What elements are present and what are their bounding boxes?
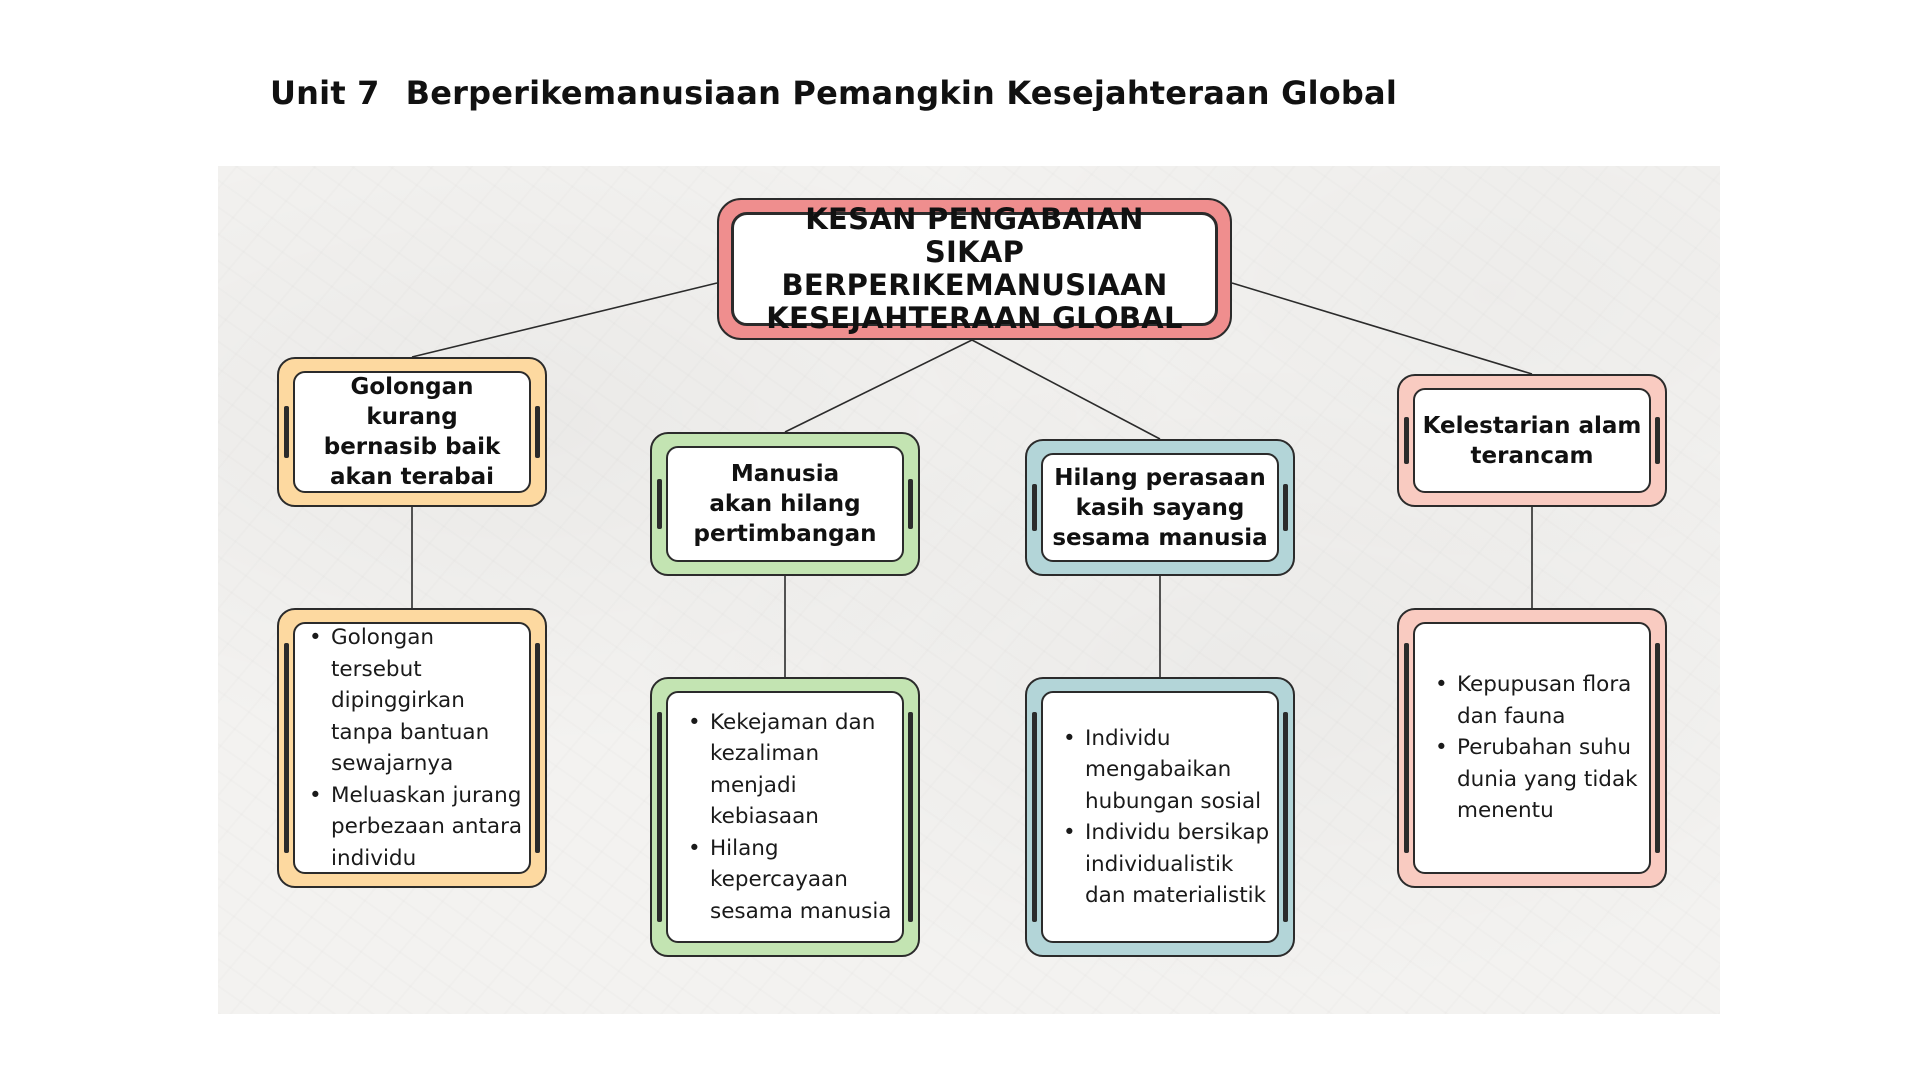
- list-item: • Golongan tersebut dipinggirkan tanpa bantuan sewajarnya: [331, 622, 525, 780]
- decorative-bar: [284, 643, 289, 853]
- connector-root-branch-2: [785, 340, 972, 432]
- list-item: • Individu mengabaikan hubungan sosial: [1085, 723, 1273, 818]
- connector-root-branch-4: [1232, 283, 1532, 374]
- list-item: • Perubahan suhu dunia yang tidak menentu: [1457, 732, 1645, 827]
- decorative-bar: [284, 406, 289, 459]
- header-line: Hilang perasaan: [1054, 464, 1266, 491]
- branch-3-header: [1046, 463, 1273, 553]
- branch-1-header: [295, 372, 529, 492]
- decorative-bar: [1404, 417, 1409, 463]
- root-line: KESEJAHTERAAN GLOBAL: [766, 301, 1183, 335]
- branch-4-header-node: [1397, 374, 1667, 507]
- root-line: KESAN PENGABAIAN: [805, 202, 1144, 236]
- connector-root-branch-1: [412, 283, 717, 357]
- list-item: • Meluaskan jurang perbezaan antara individu: [331, 780, 525, 875]
- branch-2-points: [680, 707, 898, 928]
- root-node: [717, 198, 1232, 340]
- decorative-bar: [1655, 417, 1660, 463]
- branch-1-points: [301, 622, 525, 874]
- decorative-bar: [1032, 712, 1037, 922]
- decorative-bar: [657, 712, 662, 922]
- list-item: • Individu bersikap individualistik dan materialistik: [1085, 817, 1273, 912]
- header-line: pertimbangan: [693, 521, 877, 547]
- connector-root-branch-3: [972, 340, 1160, 439]
- decorative-bar: [908, 712, 913, 922]
- branch-4-points: [1427, 669, 1645, 827]
- decorative-bar: [535, 643, 540, 853]
- decorative-bar: [1655, 643, 1660, 853]
- header-line: Kelestarian alam: [1422, 412, 1642, 439]
- decorative-bar: [1283, 484, 1288, 532]
- branch-1-details-node: [277, 608, 547, 888]
- decorative-bar: [535, 406, 540, 459]
- header-line: akan hilang: [709, 491, 861, 517]
- decorative-bar: [1404, 643, 1409, 853]
- header-line: terancam: [1470, 442, 1594, 469]
- branch-2-details-node: [650, 677, 920, 957]
- branch-1-header-node: [277, 357, 547, 507]
- unit-title: Berperikemanusiaan Pemangkin Kesejahteraan Global: [405, 74, 1397, 112]
- list-item: • Kekejaman dan kezaliman menjadi kebiasaan: [710, 707, 898, 833]
- header-line: Golongan kurang: [350, 374, 474, 430]
- list-item: • Kepupusan flora dan fauna: [1457, 669, 1645, 732]
- header-line: bernasib baik: [323, 434, 501, 460]
- branch-2-header: [688, 459, 883, 549]
- header-line: kasih sayang: [1075, 494, 1245, 521]
- branch-2-header-node: [650, 432, 920, 576]
- branch-4-details-node: [1397, 608, 1667, 888]
- list-item: • Hilang kepercayaan sesama manusia: [710, 833, 898, 928]
- header-line: Manusia: [730, 461, 840, 487]
- branch-3-details-node: [1025, 677, 1295, 957]
- branch-4-header: [1417, 411, 1648, 471]
- branch-3-points: [1055, 723, 1273, 912]
- decorative-bar: [657, 479, 662, 529]
- branch-3-header-node: [1025, 439, 1295, 576]
- header-line: sesama manusia: [1052, 524, 1268, 551]
- decorative-bar: [1032, 484, 1037, 532]
- decorative-bar: [1283, 712, 1288, 922]
- unit-label: Unit 7: [270, 74, 380, 112]
- root-title: [734, 203, 1215, 335]
- root-line: SIKAP BERPERIKEMANUSIAAN: [781, 235, 1168, 302]
- decorative-bar: [908, 479, 913, 529]
- header-line: akan terabai: [329, 464, 495, 490]
